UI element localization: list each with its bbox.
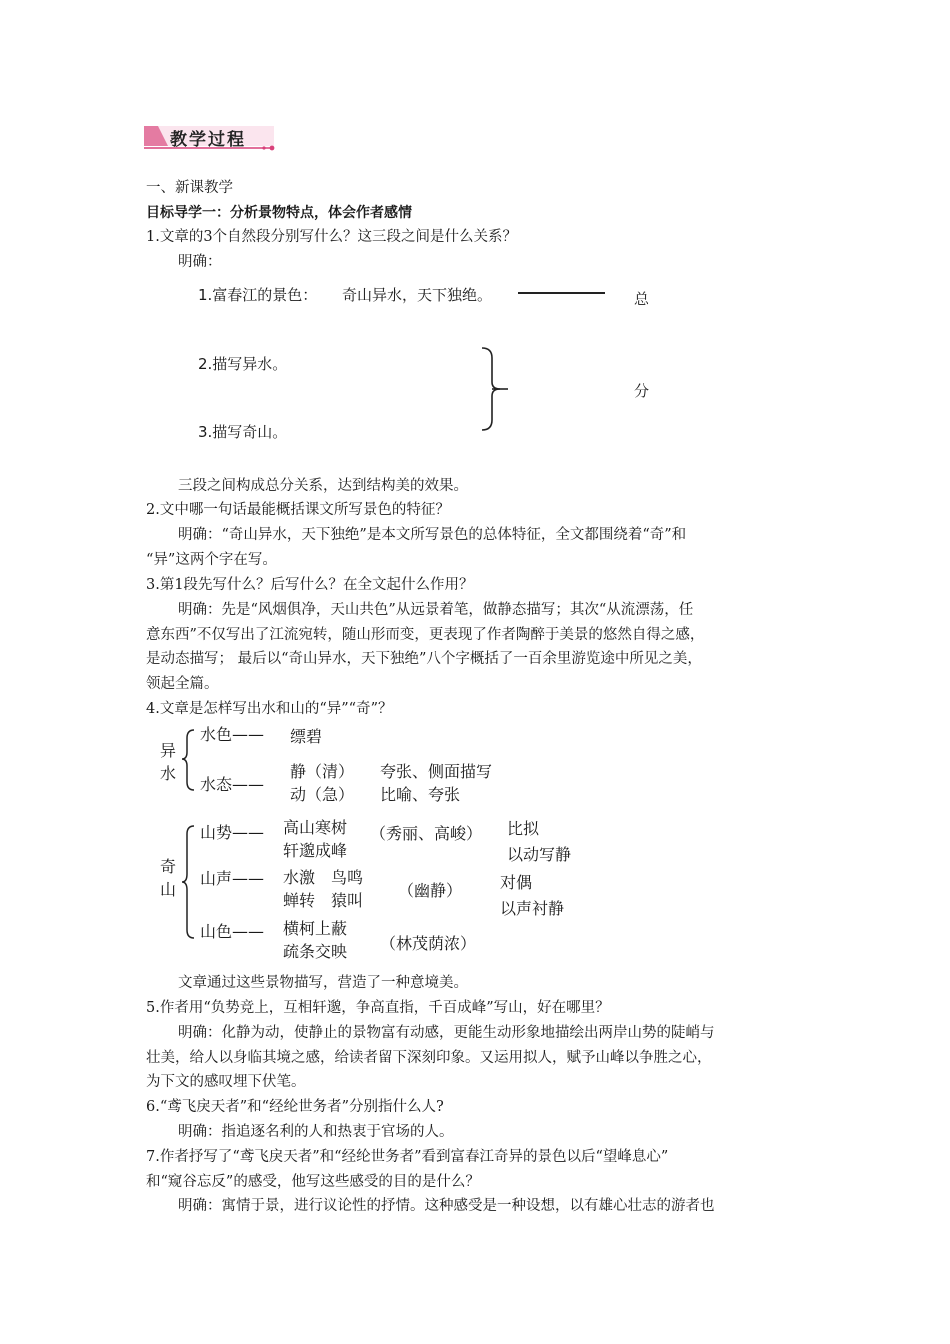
mountain-sound-method-1: 对偶 (500, 873, 533, 892)
q1-conclusion: 三段之间构成总分关系，达到结构美的效果。 (178, 478, 468, 494)
mountain-sound-b: 蝉转 猿叫 (283, 891, 364, 910)
question-7: 7.作者抒写了“鸢飞戾天者”和“经纶世务者”看到富春江奇异的景色以后“望峰息心” 和“窥谷忘反”的感受，他写这些感受的目的是什么？ (146, 1149, 669, 1190)
mountain-shape-a: 高山寒树 (283, 818, 348, 837)
diagram-item-1-detail: 奇山异水，天下独绝。 (342, 286, 493, 304)
mountain-shape-method-1: 比拟 (507, 819, 540, 838)
question-1: 1.文章的3个自然段分别写什么？这三段之间是什么关系？ (146, 229, 518, 245)
mountain-shape-note: （秀丽、高峻） (370, 824, 483, 843)
mountain-sound-method-2: 以声衬静 (500, 899, 565, 918)
water-brace (180, 728, 200, 792)
question-5: 5.作者用“负势竞上，互相轩邈，争高直指，千百成峰”写山，好在哪里？ (146, 1000, 610, 1016)
mountain-shape-method-2: 以动写静 (507, 845, 572, 864)
answer-7: 明确：寓情于景，进行议论性的抒情。这种感受是一种设想，以有雄心壮志的游者也 (178, 1198, 715, 1214)
question-6: 6.“鸢飞戾天者”和“经纶世务者”分别指什么人? (146, 1099, 444, 1115)
mountain-sound: 山声—— (200, 869, 265, 888)
water-color-detail: 缥碧 (290, 727, 323, 746)
label-part: 分 (634, 382, 650, 400)
mountain-color-note: （林茂荫浓） (380, 934, 477, 953)
mountain-sound-a: 水激 鸟鸣 (283, 868, 364, 887)
mountain-color: 山色—— (200, 922, 265, 941)
answer-label: 明确： (178, 254, 222, 270)
question-2: 2.文中哪一句话最能概括课文所写景色的特征？ (146, 502, 450, 518)
question-3: 3.第1段先写什么？后写什么？在全文起什么作用？ (146, 577, 474, 593)
diagram-item-3: 3.描写奇山。 (198, 423, 288, 441)
mountain-color-a: 横柯上蔽 (283, 919, 348, 938)
water-still-method: 夸张、侧面描写 (380, 762, 493, 781)
water-label-a: 异 (160, 741, 177, 760)
q4-conclusion: 文章通过这些景物描写，营造了一种意境美。 (178, 975, 468, 991)
water-move: 动（急） (290, 785, 355, 804)
right-brace (480, 346, 510, 434)
section-heading: 一、新课教学 (146, 180, 233, 196)
mountain-shape: 山势—— (200, 823, 265, 842)
goal-heading: 目标导学一：分析景物特点，体会作者感情 (146, 205, 412, 221)
water-still: 静（清） (290, 762, 355, 781)
mountain-label-a: 奇 (160, 857, 177, 876)
diagram-item-1: 1.富春江的景色： (198, 286, 318, 304)
answer-6: 明确：指追逐名利的人和热衷于官场的人。 (178, 1124, 454, 1140)
mountain-sound-note: （幽静） (398, 881, 463, 900)
water-move-method: 比喻、夸张 (380, 785, 461, 804)
mountain-brace (180, 824, 200, 940)
header-title: 教学过程 (170, 130, 246, 150)
mountain-label-b: 山 (160, 880, 177, 899)
mountain-color-b: 疏条交映 (283, 942, 348, 961)
answer-5: 明确：化静为动，使静止的景物富有动感，更能生动形象地描绘出两岸山势的陡峭与 壮美，给人以身临其境之感，给读者留下深刻印象。又运用拟人，赋予山峰以争胜之心， 为下文的感叹埋下伏笔。 (146, 1025, 715, 1090)
mountain-shape-b: 轩邈成峰 (283, 841, 348, 860)
water-label-b: 水 (160, 764, 177, 783)
label-total: 总 (634, 290, 650, 308)
question-4: 4.文章是怎样写出水和山的“异”“奇”？ (146, 701, 393, 717)
connector-line (518, 292, 605, 294)
diagram-item-2: 2.描写异水。 (198, 355, 288, 373)
answer-2: 明确：“奇山异水，天下独绝”是本文所写景色的总体特征，全文都围绕着“奇”和 “异”这两个字在写。 (146, 527, 687, 568)
water-color: 水色—— (200, 725, 265, 744)
water-state: 水态—— (200, 775, 265, 794)
answer-3: 明确：先是“风烟俱净，天山共色”从远景着笔，做静态描写；其次“从流漂荡，任 意东西”不仅写出了江流宛转，随山形而变，更表现了作者陶醉于美景的悠然自得之感， 是动态描写； 最后以“奇山异水，天下独绝”八个字概括了一百余里游览途中所见之美， 领起全篇。 (146, 602, 705, 692)
